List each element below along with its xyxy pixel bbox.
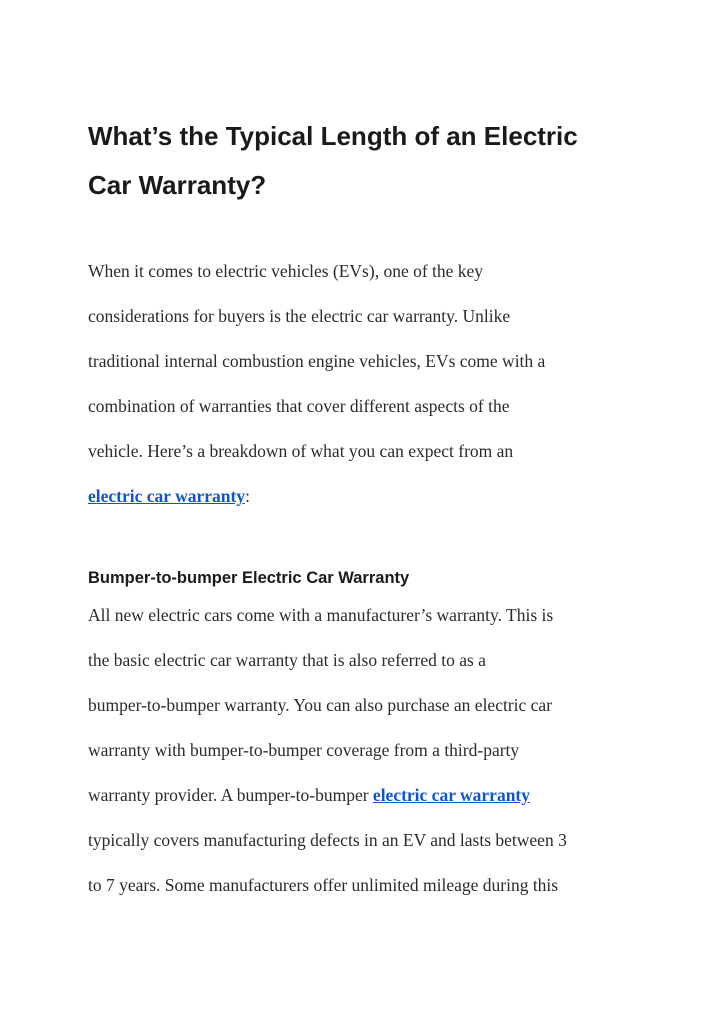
section-line-2: the basic electric car warranty that is also referred to as a (88, 650, 486, 670)
intro-paragraph (88, 249, 648, 519)
section-line-5 (88, 773, 648, 818)
section-line-4: warranty with bumper-to-bumper coverage from a third-party (88, 740, 520, 760)
section-line-7: to 7 years. Some manufacturers offer unlimited mileage during this (88, 875, 559, 895)
electric-car-warranty-link-2[interactable]: electric car warranty (372, 785, 531, 805)
section-line-5-text: warranty provider. A bumper-to-bumper (88, 785, 373, 805)
section-heading: Bumper-to-bumper Electric Car Warranty (88, 569, 410, 587)
title-line-1: What’s the Typical Length of an Electric (88, 121, 578, 151)
intro-line-2: considerations for buyers is the electric car warranty. Unlike (88, 306, 511, 326)
intro-line-3: traditional internal combustion engine vehicles, EVs come with a (88, 351, 546, 371)
article-title (88, 112, 648, 210)
title-line-2: Car Warranty? (88, 170, 267, 200)
intro-colon: : (245, 486, 250, 506)
section-line-6: typically covers manufacturing defects in an EV and lasts between 3 (88, 830, 567, 850)
section-line-1: All new electric cars come with a manufacturer’s warranty. This is (88, 605, 554, 625)
intro-line-5: vehicle. Here’s a breakdown of what you can expect from an (88, 441, 514, 461)
intro-line-4: combination of warranties that cover different aspects of the (88, 396, 510, 416)
intro-line-1: When it comes to electric vehicles (EVs), one of the key (88, 261, 484, 281)
section-paragraph (88, 593, 648, 908)
section-line-3: bumper-to-bumper warranty. You can also purchase an electric car (88, 695, 553, 715)
intro-line-6 (88, 474, 648, 519)
electric-car-warranty-link[interactable]: electric car warranty (88, 486, 246, 506)
